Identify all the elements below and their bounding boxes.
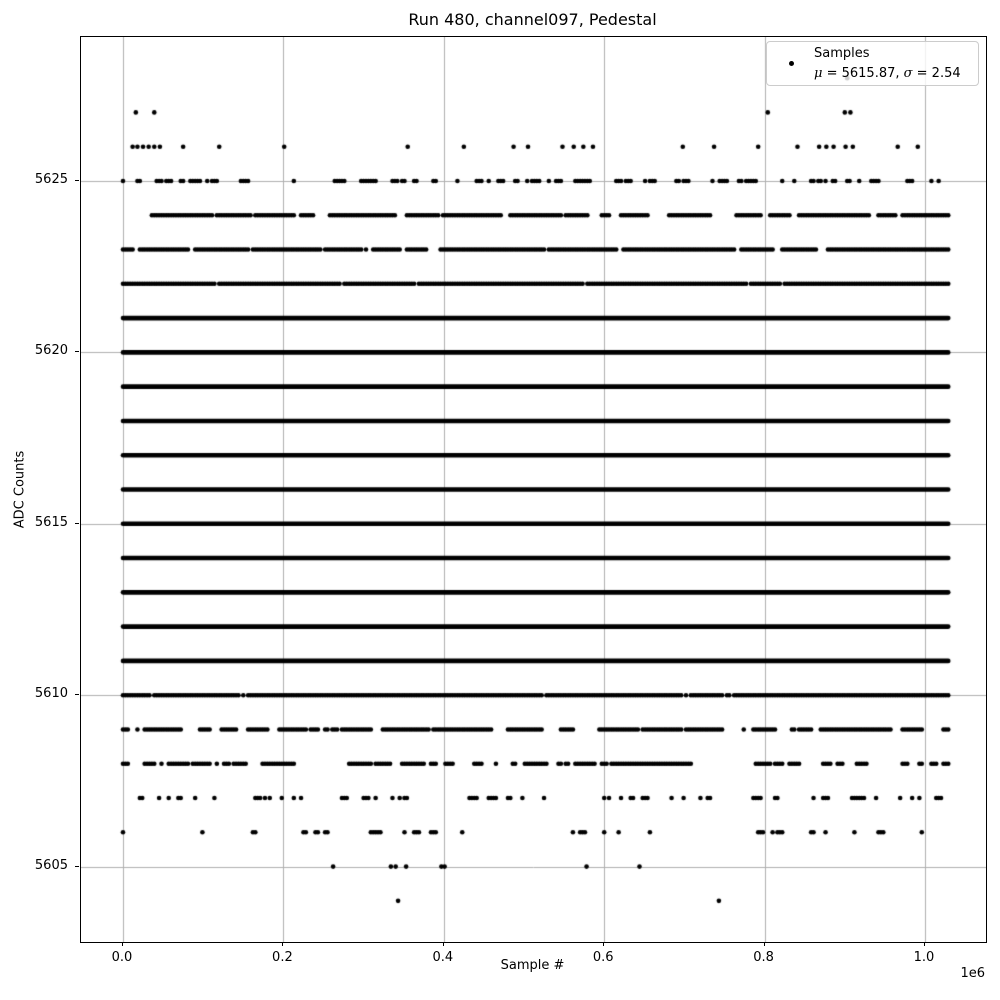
legend-sigma-value: = 2.54 — [912, 65, 961, 81]
y-tick-label: 5605 — [34, 857, 68, 873]
legend-box — [766, 41, 979, 86]
x-tick-mark — [122, 942, 123, 946]
x-axis-offset-label: 1e6 — [960, 966, 985, 981]
y-tick-label: 5610 — [34, 686, 68, 702]
x-tick-label: 0.0 — [111, 950, 133, 965]
y-tick-mark — [75, 694, 79, 695]
legend-text — [814, 44, 961, 84]
x-tick-mark — [764, 942, 765, 946]
chart-title: Run 480, channel097, Pedestal — [408, 10, 657, 29]
legend-samples-label: Samples — [814, 45, 870, 61]
plot-area — [80, 36, 987, 943]
y-tick-mark — [75, 523, 79, 524]
legend-mu-symbol: μ — [814, 65, 823, 81]
x-tick-label: 1.0 — [913, 950, 935, 965]
legend-sigma-symbol: σ — [903, 65, 913, 81]
x-tick-mark — [443, 942, 444, 946]
legend-mu-value: = 5615.87, — [822, 65, 904, 81]
scatter-marker-icon — [789, 61, 794, 66]
x-tick-label: 0.4 — [432, 950, 454, 965]
x-tick-label: 0.8 — [753, 950, 774, 965]
scatter-plot-canvas — [81, 37, 986, 942]
y-tick-label: 5625 — [34, 171, 68, 187]
x-tick-label: 0.2 — [272, 950, 293, 965]
y-axis-label: ADC Counts — [12, 450, 28, 529]
y-tick-mark — [75, 866, 79, 867]
x-tick-mark — [924, 942, 925, 946]
x-tick-label: 0.6 — [592, 950, 614, 965]
y-tick-mark — [75, 351, 79, 352]
x-tick-mark — [282, 942, 283, 946]
y-tick-label: 5620 — [34, 343, 68, 359]
x-tick-mark — [603, 942, 604, 946]
y-tick-label: 5615 — [34, 514, 68, 530]
y-tick-mark — [75, 180, 79, 181]
x-axis-label: Sample # — [500, 958, 565, 973]
